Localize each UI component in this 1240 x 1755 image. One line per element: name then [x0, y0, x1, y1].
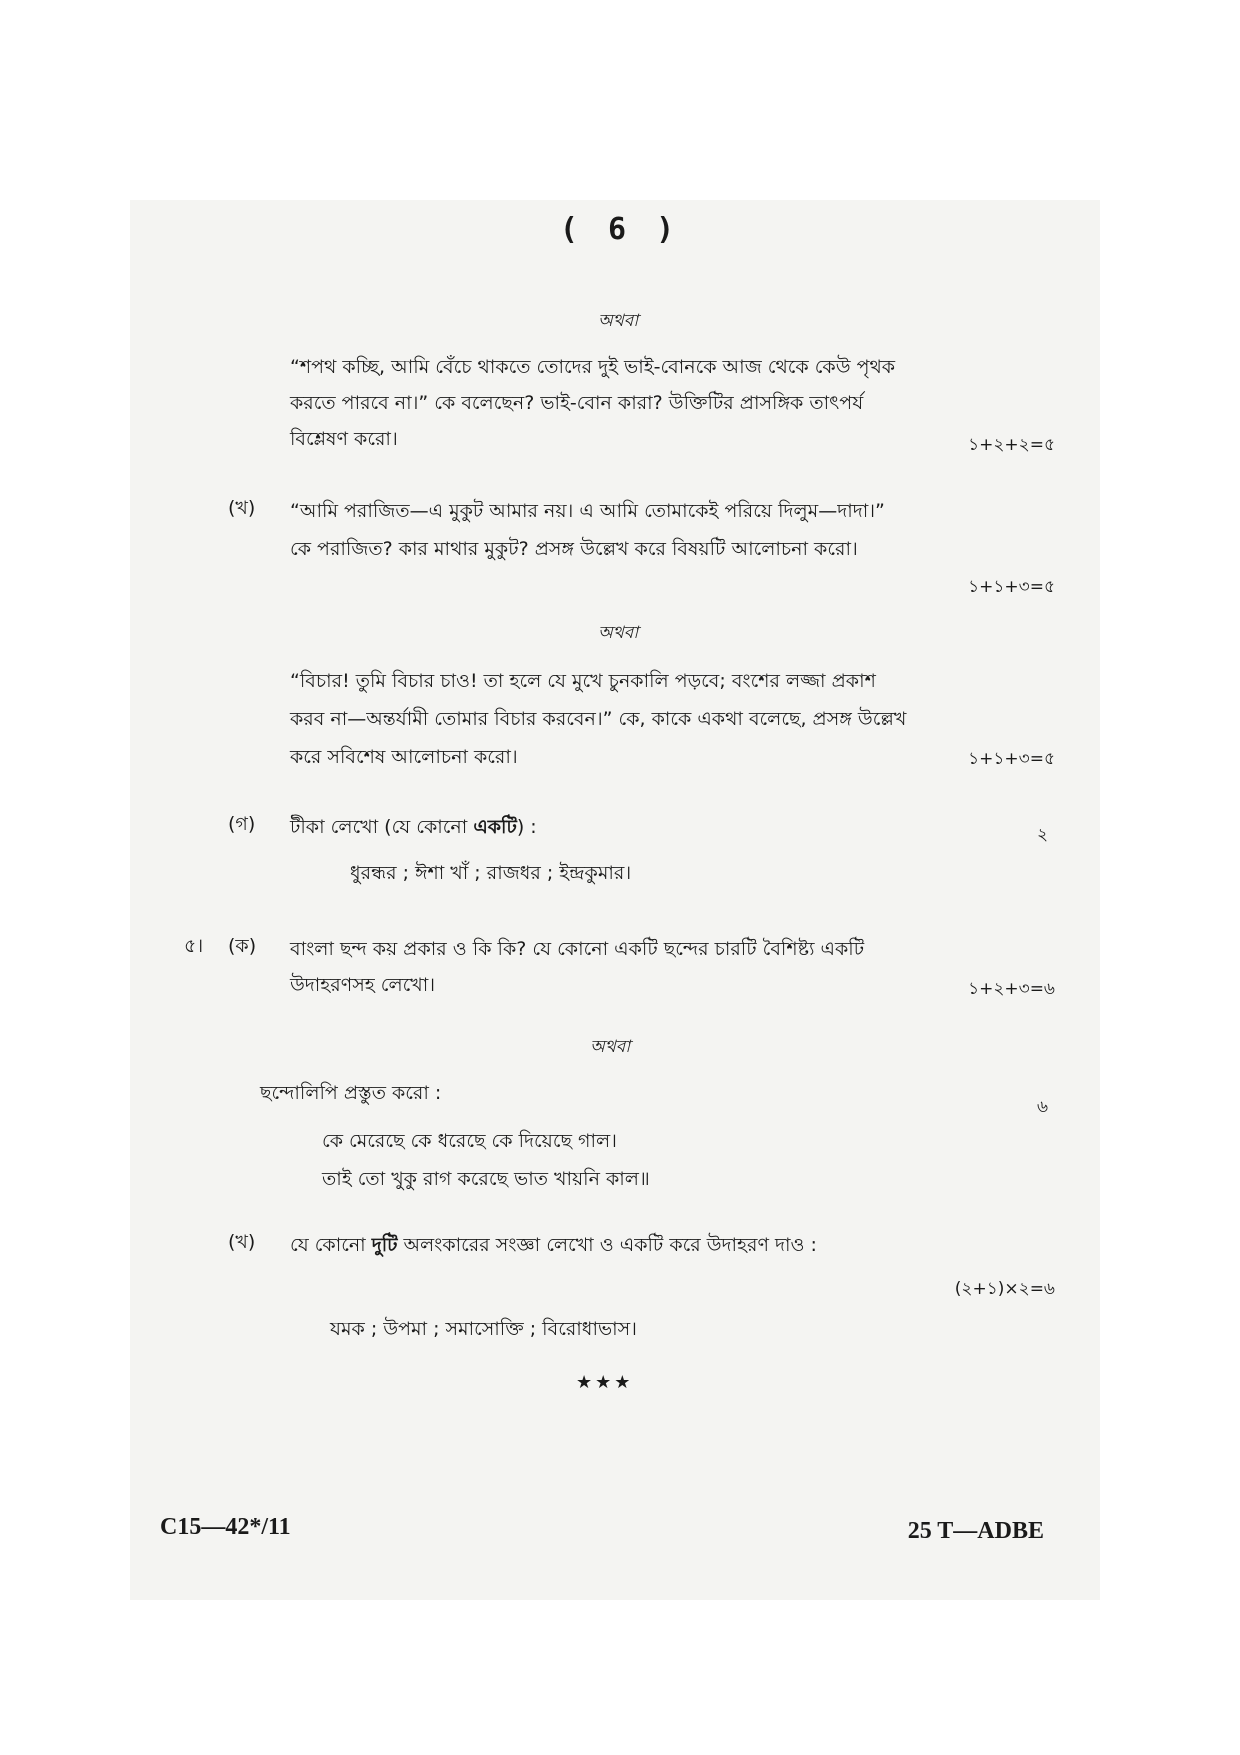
footer-right-code: 25 T—ADBE: [907, 1518, 1044, 1544]
quote-line: করতে পারবে না।” কে বলেছেন? ভাই-বোন কারা? উক্তিটির প্রাসঙ্গিক তাৎপর্য: [290, 392, 864, 414]
page-number: ( 6 ): [559, 212, 681, 247]
footer-left-code: C15—42*/11: [160, 1514, 291, 1540]
options-line: যমক ; উপমা ; সমাসোক্তি ; বিরোধাভাস।: [330, 1318, 637, 1340]
end-mark: ★★★: [576, 1372, 634, 1393]
or-label: অথবা: [598, 311, 639, 331]
prompt-text: যে কোনো: [290, 1234, 372, 1256]
marks: ১+১+৩=৫: [968, 577, 1055, 597]
marks: ১+১+৩=৫: [968, 749, 1055, 769]
prompt-emphasis: একটি: [473, 816, 517, 838]
or-label: অথবা: [598, 623, 639, 643]
sub-question-label: (খ): [228, 497, 256, 519]
prompt-text: টীকা লেখো (যে কোনো: [290, 816, 474, 838]
prompt-text: অলংকারের সংজ্ঞা লেখো ও একটি করে উদাহরণ দাও :: [397, 1234, 817, 1256]
question-line: করে সবিশেষ আলোচনা করো।: [290, 746, 518, 768]
marks: ১+২+৩=৬: [968, 979, 1055, 999]
prompt-text: ) :: [516, 816, 537, 838]
verse-line: কে মেরেছে কে ধরেছে কে দিয়েছে গাল।: [322, 1130, 617, 1152]
question-line: উদাহরণসহ লেখো।: [290, 974, 436, 996]
prompt-emphasis: দুটি: [371, 1234, 398, 1256]
marks: ৬: [1036, 1097, 1048, 1117]
quote-line: “বিচার! তুমি বিচার চাও! তা হলে যে মুখে চুনকালি পড়বে; বংশের লজ্জা প্রকাশ: [290, 670, 876, 692]
question-line: ছন্দোলিপি প্রস্তুত করো :: [260, 1082, 442, 1104]
sub-question-label: (খ): [228, 1231, 256, 1253]
quote-line: “শপথ কচ্ছি, আমি বেঁচে থাকতে তোদের দুই ভাই-বোনকে আজ থেকে কেউ পৃথক: [290, 356, 896, 378]
quote-line: বিশ্লেষণ করো।: [290, 428, 398, 450]
question-line: [290, 1228, 817, 1262]
or-label: অথবা: [590, 1037, 631, 1057]
quote-line: করব না—অন্তর্যামী তোমার বিচার করবেন।” কে, কাকে একথা বলেছে, প্রসঙ্গ উল্লেখ: [290, 708, 907, 730]
question-line: বাংলা ছন্দ কয় প্রকার ও কি কি? যে কোনো একটি ছন্দের চারটি বৈশিষ্ট্য একটি: [290, 938, 865, 960]
question-line: [290, 810, 537, 844]
sub-question-label: (ক): [228, 935, 257, 957]
marks: ১+২+২=৫: [968, 435, 1055, 455]
marks: ২: [1036, 825, 1048, 845]
quote-line: “আমি পরাজিত—এ মুকুট আমার নয়। এ আমি তোমাকেই পরিয়ে দিলুম—দাদা।”: [290, 500, 885, 522]
marks: (২+১)×২=৬: [954, 1279, 1055, 1299]
question-line: কে পরাজিত? কার মাথার মুকুট? প্রসঙ্গ উল্লেখ করে বিষয়টি আলোচনা করো।: [290, 538, 858, 560]
options-line: ধুরন্ধর ; ঈশা খাঁ ; রাজধর ; ইন্দ্রকুমার।: [350, 862, 632, 884]
verse-line: তাই তো খুকু রাগ করেছে ভাত খায়নি কাল॥: [322, 1168, 650, 1190]
sub-question-label: (গ): [228, 813, 256, 835]
question-number: ৫।: [184, 935, 204, 957]
